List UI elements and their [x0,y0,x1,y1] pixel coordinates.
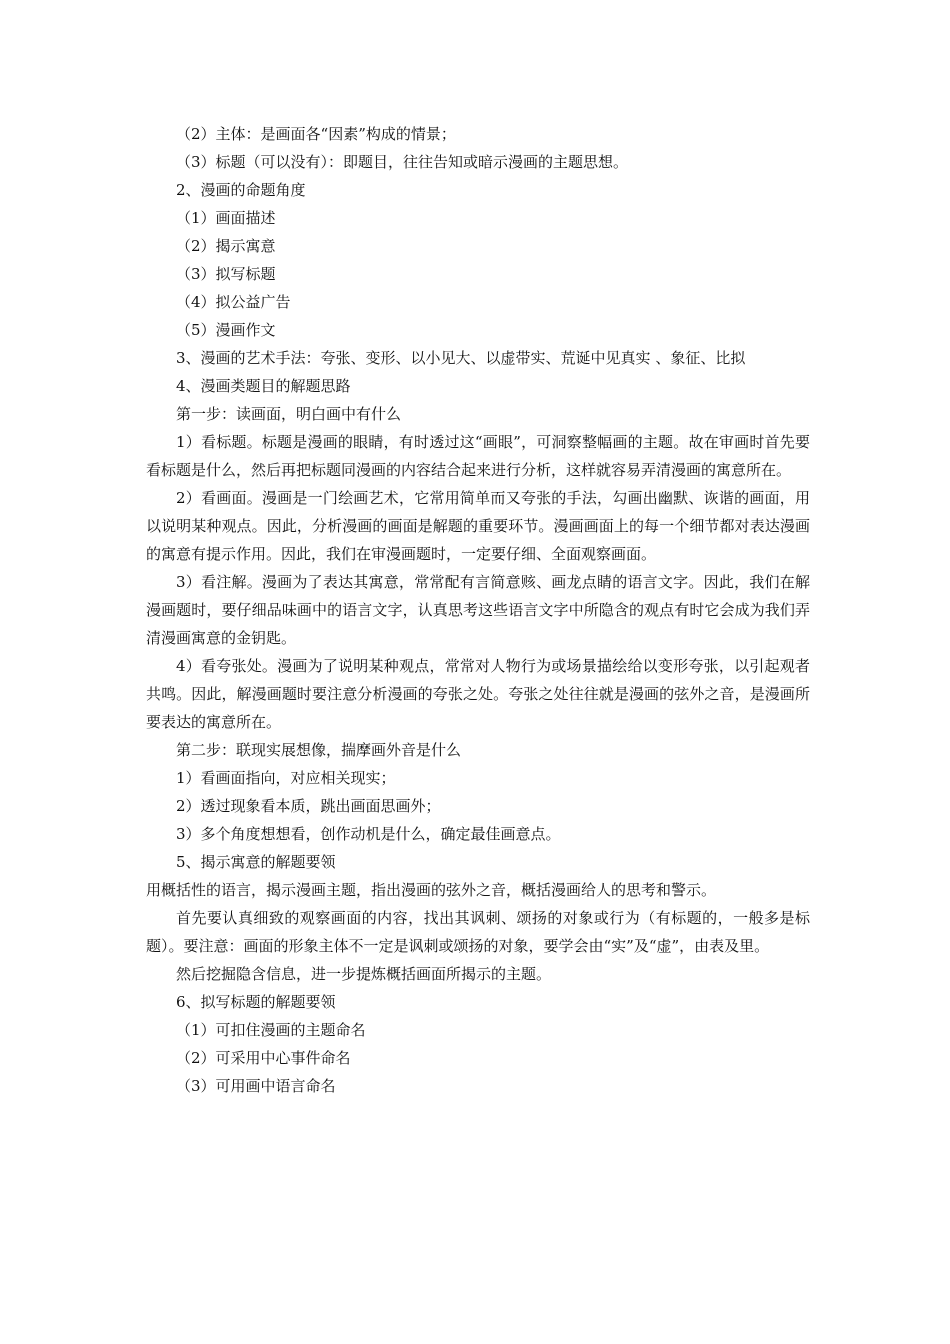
step-heading: 第一步：读画面，明白画中有什么 [176,405,402,423]
list-item: （2）可采用中心事件命名 [176,1049,351,1067]
art-techniques-paragraph: 3、漫画的艺术手法：夸张、变形、以小见大、以虚带实、荒诞中见真实 、象征、比拟 [176,349,746,367]
list-item: （4）拟公益广告 [176,293,291,311]
list-item: （1）画面描述 [176,209,276,227]
document-page [146,120,810,1100]
paragraph: 然后挖掘隐含信息，进一步提炼概括画面所揭示的主题。 [176,965,552,983]
list-item: 1）看画面指向，对应相关现实； [176,769,396,787]
paragraph: 3）看注解。漫画为了表达其寓意，常常配有言简意赅、画龙点睛的语言文字。因此，我们在解漫画题时，要仔细品味画中的语言文字，认真思考这些语言文字中所隐含的观点有时它会成为我们弄清漫画寓意的金钥匙。 [146,573,810,647]
section-heading: 5、揭示寓意的解题要领 [176,853,336,871]
section-heading: 6、拟写标题的解题要领 [176,993,336,1011]
section-heading: 4、漫画类题目的解题思路 [176,377,351,395]
list-item: （3）拟写标题 [176,265,276,283]
step-heading: 第二步：联现实展想像，揣摩画外音是什么 [176,741,462,759]
paragraph: 1）看标题。标题是漫画的眼睛，有时透过这“画眼”，可洞察整幅画的主题。故在审画时首先要看标题是什么，然后再把标题同漫画的内容结合起来进行分析，这样就容易弄清漫画的寓意所在。 [146,433,810,479]
text-line: （3）标题（可以没有）：即题目，往往告知或暗示漫画的主题思想。 [176,153,629,171]
list-item: （3）可用画中语言命名 [176,1077,336,1095]
paragraph: 用概括性的语言，揭示漫画主题，指出漫画的弦外之音，概括漫画给人的思考和警示。 [146,881,717,899]
text-line: （2）主体：是画面各“因素”构成的情景； [176,125,456,143]
paragraph: 4）看夸张处。漫画为了说明某种观点，常常对人物行为或场景描绘给以变形夸张，以引起观者共鸣。因此，解漫画题时要注意分析漫画的夸张之处。夸张之处往往就是漫画的弦外之音，是漫画所要表达的寓意所在。 [146,657,810,731]
list-item: （5）漫画作文 [176,321,276,339]
list-item: （1）可扣住漫画的主题命名 [176,1021,366,1039]
list-item: 2）透过现象看本质，跳出画面思画外； [176,797,441,815]
paragraph: 2）看画面。漫画是一门绘画艺术，它常用简单而又夸张的手法，勾画出幽默、诙谐的画面，用以说明某种观点。因此，分析漫画的画面是解题的重要环节。漫画画面上的每一个细节都对表达漫画的寓意有提示作用。因此，我们在审漫画题时，一定要仔细、全面观察画面。 [146,489,810,563]
list-item: 3）多个角度想想看，创作动机是什么，确定最佳画意点。 [176,825,561,843]
section-heading: 2、漫画的命题角度 [176,181,306,199]
list-item: （2）揭示寓意 [176,237,276,255]
paragraph: 首先要认真细致的观察画面的内容，找出其讽刺、颂扬的对象或行为（有标题的，一般多是标题）。要注意：画面的形象主体不一定是讽刺或颂扬的对象，要学会由“实”及“虚”，由表及里。 [146,909,810,955]
